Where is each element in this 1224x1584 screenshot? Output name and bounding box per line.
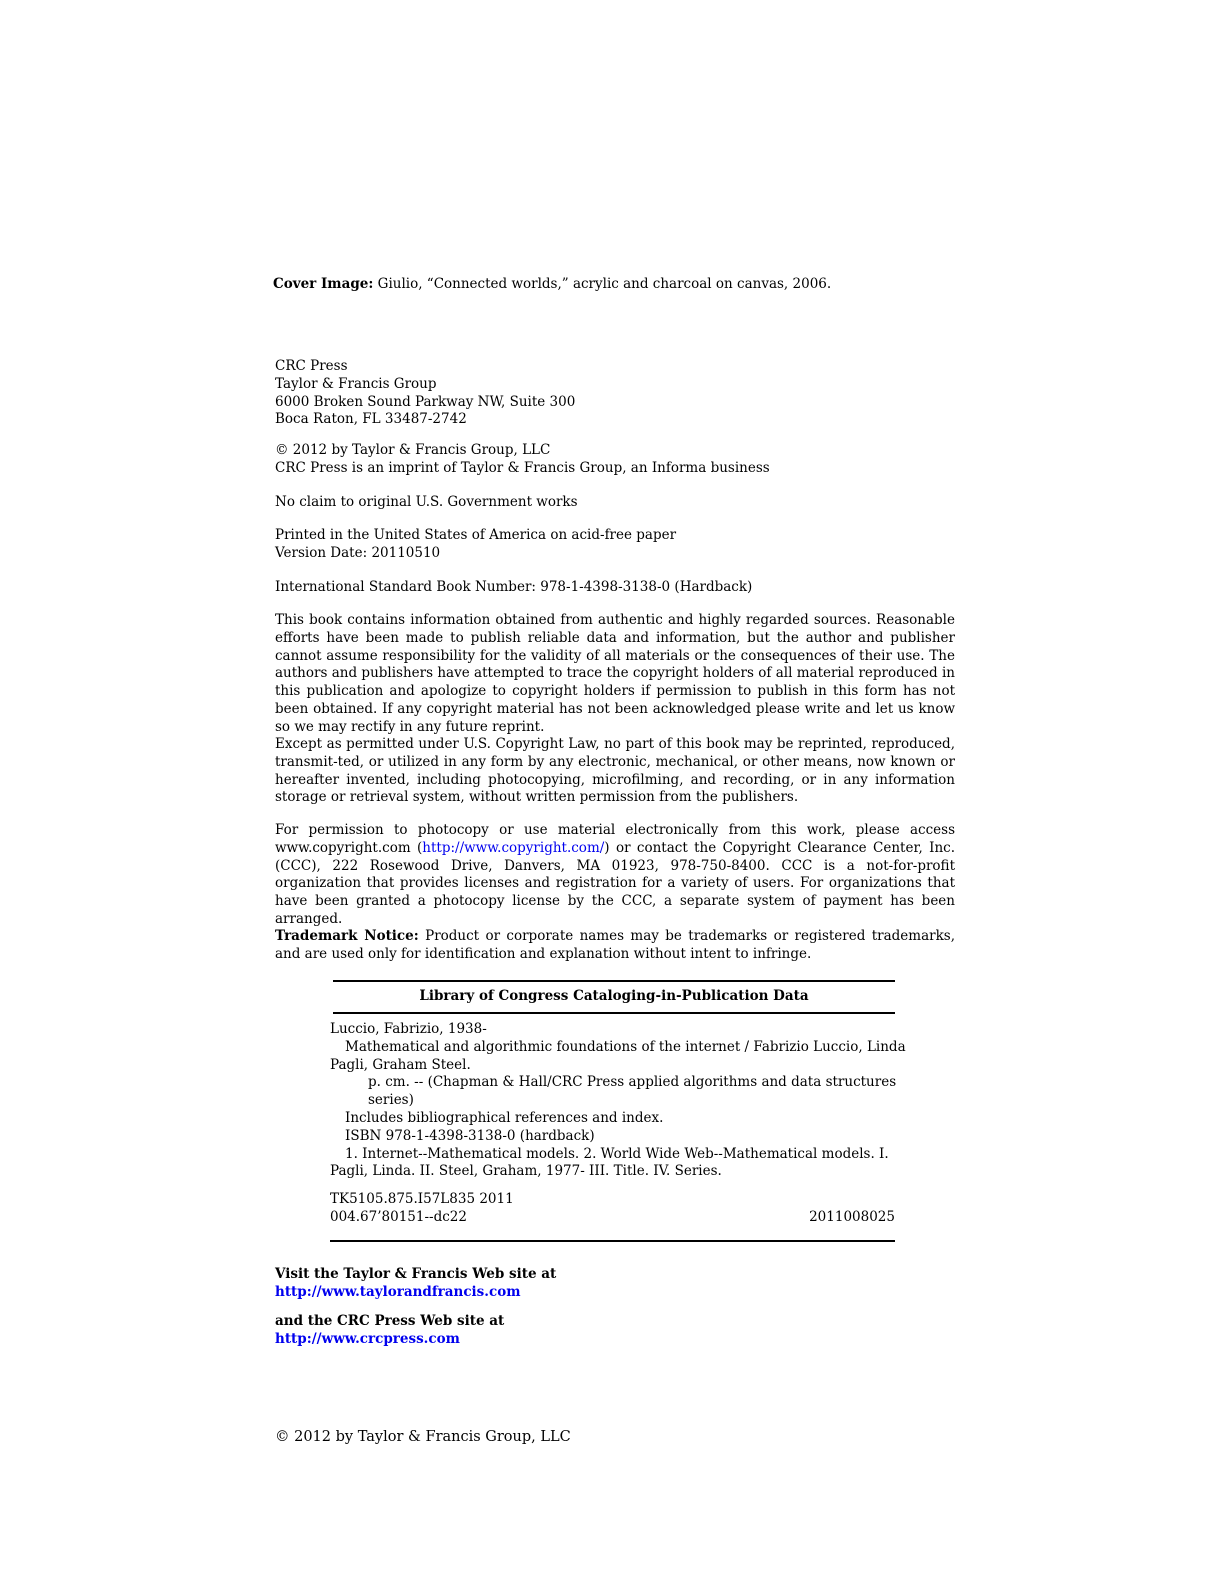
page-footer [275,1429,955,1447]
publisher-line: CRC Press [275,358,348,374]
copyright-line: © 2012 by Taylor & Francis Group, LLC [275,442,551,458]
publisher-line: Boca Raton, FL 33487-2742 [275,411,467,428]
tf-website-label: Visit the Taylor & Francis Web site at [275,1266,557,1282]
cover-image-text: Giulio, “Connected worlds,” acrylic and charcoal on canvas, 2006. [377,276,832,292]
trademark-text: Product or corporate names may be trademarks or registered trademarks, and are used only for identification and explanation without intent to infringe. [275,928,956,962]
trademark-label: Trademark Notice: [275,928,419,944]
crc-website-link[interactable]: http://www.crcpress.com [275,1330,460,1347]
permission-paragraph [275,822,955,929]
cip-subjects-line: 1. Internet--Mathematical models. 2. World Wide Web--Mathematical models. I. [345,1145,889,1162]
cover-image-credit [273,276,973,294]
copyright-statement [275,442,955,478]
footer-copyright: © 2012 by Taylor & Francis Group, LLC [275,1429,571,1445]
cip-heading-rule [333,1012,895,1014]
no-claim-notice [275,494,955,512]
permission-text-after: ) or contact the Copyright Clearance Center, Inc. (CCC), 222 Rosewood Drive, Danvers, MA 01923, 978-750-8400. CCC is a not-for-profit organization that provides licenses and registration for a variety of users. For organizations that have been granted a photocopy license by the CCC, a separate system of payment has been arranged. [275,839,955,927]
crc-website-label: and the CRC Press Web site at [275,1313,505,1329]
publisher-line: 6000 Broken Sound Parkway NW, Suite 300 [275,393,576,410]
crc-website-block [275,1313,955,1349]
trademark-notice [275,928,955,964]
cip-subjects-line: Pagli, Linda. II. Steel, Graham, 1977- III. Title. IV. Series. [330,1163,722,1180]
cip-lccn: 2011008025 [809,1208,895,1225]
cover-image-label: Cover Image: [273,276,374,292]
permission-text-before: For permission to photocopy or use material electronically from this work, please access www.copyright.com ( [275,822,955,856]
isbn-notice [275,579,955,597]
cip-heading: Library of Congress Cataloging-in-Publication Data [419,988,809,1004]
cip-title-line: Pagli, Graham Steel. [330,1056,471,1073]
cip-series-line: p. cm. -- (Chapman & Hall/CRC Press applied algorithms and data structures [368,1074,897,1091]
publisher-address [275,358,955,429]
printing-info [275,527,955,563]
cip-author: Luccio, Fabrizio, 1938- [330,1021,487,1037]
version-date-line: Version Date: 20110510 [275,544,441,561]
copyright-line: CRC Press is an imprint of Taylor & Francis Group, an Informa business [275,459,770,476]
cip-record [330,1021,906,1227]
cip-top-rule [333,980,895,982]
cip-bottom-rule [330,1240,895,1242]
isbn-text: International Standard Book Number: 978-1-4398-3138-0 (Hardback) [275,579,753,595]
copyright-link[interactable]: http://www.copyright.com/ [422,839,605,856]
cip-series-line: series) [368,1092,414,1109]
cip-dewey: 004.67’80151--dc22 [330,1208,467,1225]
cip-isbn: ISBN 978-1-4398-3138-0 (hardback) [345,1127,595,1144]
no-claim-text: No claim to original U.S. Government works [275,494,578,510]
publisher-line: Taylor & Francis Group [275,375,437,392]
printed-line: Printed in the United States of America on acid-free paper [275,527,677,543]
cip-includes: Includes bibliographical references and index. [345,1109,664,1126]
tf-website-block [275,1266,955,1302]
reproduction-paragraph: Except as permitted under U.S. Copyright Law, no part of this book may be reprinted, reproduced, transmit-ted, or utilized in any form by any electronic, mechanical, or other means, now known or hereafter invented, including photocopying, microfilming, and recording, or in any information storage or retrieval system, without written permission from the publishers. [275,736,955,806]
sources-paragraph: This book contains information obtained from authentic and highly regarded sources. Reasonable efforts have been made to publish reliable data and information, but the author and publisher cannot assume responsibility for the validity of all materials or the consequences of their use. The authors and publishers have attempted to trace the copyright holders of all material reproduced in this publication and apologize to copyright holders if permission to publish in this form has not been obtained. If any copyright material has not been acknowledged please write and let us know so we may rectify in any future reprint. [275,612,955,735]
cip-call-number: TK5105.875.I57L835 2011 [330,1191,514,1208]
tf-website-link[interactable]: http://www.taylorandfrancis.com [275,1283,521,1300]
cip-title-line: Mathematical and algorithmic foundations of the internet / Fabrizio Luccio, Linda [345,1038,906,1055]
